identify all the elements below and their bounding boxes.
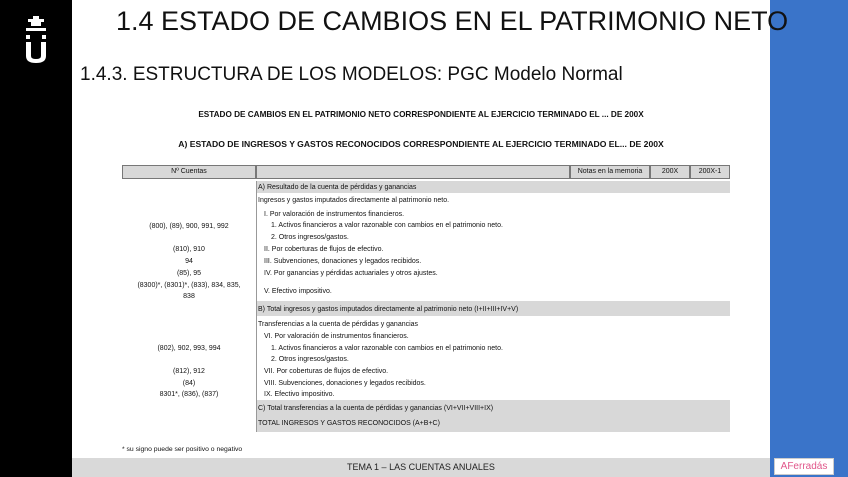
footer-bar: TEMA 1 – LAS CUENTAS ANUALES — [72, 458, 770, 477]
header-year-current: 200X — [650, 165, 690, 179]
row-item: III. Subvenciones, donaciones y legados recibidos. — [264, 258, 422, 265]
account-code: (85), 95 — [176, 270, 202, 277]
row-item: VIII. Subvenciones, donaciones y legados recibidos. — [264, 380, 426, 387]
header-concept — [256, 165, 570, 179]
row-grand-total: TOTAL INGRESOS Y GASTOS RECONOCIDOS (A+B+C) — [258, 420, 440, 427]
row-item: 2. Otros ingresos/gastos. — [271, 234, 349, 241]
row-item: VII. Por coberturas de flujos de efectivo. — [264, 368, 389, 375]
footnote: * su signo puede ser positivo o negativo — [122, 446, 243, 453]
statement-heading: ESTADO DE CAMBIOS EN EL PATRIMONIO NETO CORRESPONDIENTE AL EJERCICIO TERMINADO EL ... DE 200X — [198, 110, 644, 119]
left-sidebar — [0, 0, 72, 477]
row-item: IX. Efectivo impositivo. — [264, 391, 335, 398]
university-crest-logo — [20, 16, 52, 64]
statement-subheading: A) ESTADO DE INGRESOS Y GASTOS RECONOCIDOS CORRESPONDIENTE AL EJERCICIO TERMINADO EL... DE 200X — [178, 139, 664, 149]
account-code: (812), 912 — [173, 368, 205, 375]
author-brand: AFerradás — [774, 458, 834, 475]
row-item: IV. Por ganancias y pérdidas actuariales y otros ajustes. — [264, 270, 438, 277]
header-year-prior: 200X-1 — [690, 165, 730, 179]
account-code: 838 — [183, 293, 195, 300]
header-notas: Notas en la memoria — [570, 165, 650, 179]
account-code: (8300)*, (8301)*, (833), 834, 835, — [137, 282, 241, 289]
row-transfers-heading: Transferencias a la cuenta de pérdidas y ganancias — [258, 321, 419, 328]
row-item: 1. Activos financieros a valor razonable con cambios en el patrimonio neto. — [271, 345, 503, 352]
row-item: I. Por valoración de instrumentos financieros. — [264, 211, 405, 218]
account-code: 8301*, (836), (837) — [159, 391, 219, 398]
right-accent-bar — [770, 0, 848, 477]
row-item: 2. Otros ingresos/gastos. — [271, 356, 349, 363]
row-c-total: C) Total transferencias a la cuenta de pérdidas y ganancias (VI+VII+VIII+IX) — [258, 405, 494, 412]
row-item: V. Efectivo impositivo. — [264, 288, 332, 295]
row-item: 1. Activos financieros a valor razonable con cambios en el patrimonio neto. — [271, 222, 503, 229]
row-a-result: A) Resultado de la cuenta de pérdidas y ganancias — [258, 184, 417, 191]
row-b-total: B) Total ingresos y gastos imputados directamente al patrimonio neto (I+II+III+IV+V) — [258, 306, 519, 313]
row-item: VI. Por valoración de instrumentos financieros. — [264, 333, 409, 340]
account-code: (802), 902, 993, 994 — [157, 345, 221, 352]
account-code: (810), 910 — [173, 246, 205, 253]
column-divider — [256, 181, 257, 432]
page-title: 1.4 ESTADO DE CAMBIOS EN EL PATRIMONIO NETO — [116, 6, 789, 36]
row-imputed-heading: Ingresos y gastos imputados directamente al patrimonio neto. — [258, 197, 450, 204]
row-item: II. Por coberturas de flujos de efectivo. — [264, 246, 384, 253]
section-subtitle: 1.4.3. ESTRUCTURA DE LOS MODELOS: PGC Modelo Normal — [80, 64, 623, 85]
account-code: (800), (89), 900, 991, 992 — [149, 223, 229, 230]
header-cuentas: Nº Cuentas — [122, 165, 256, 179]
account-code: 94 — [185, 258, 193, 265]
account-code: (84) — [182, 380, 196, 387]
